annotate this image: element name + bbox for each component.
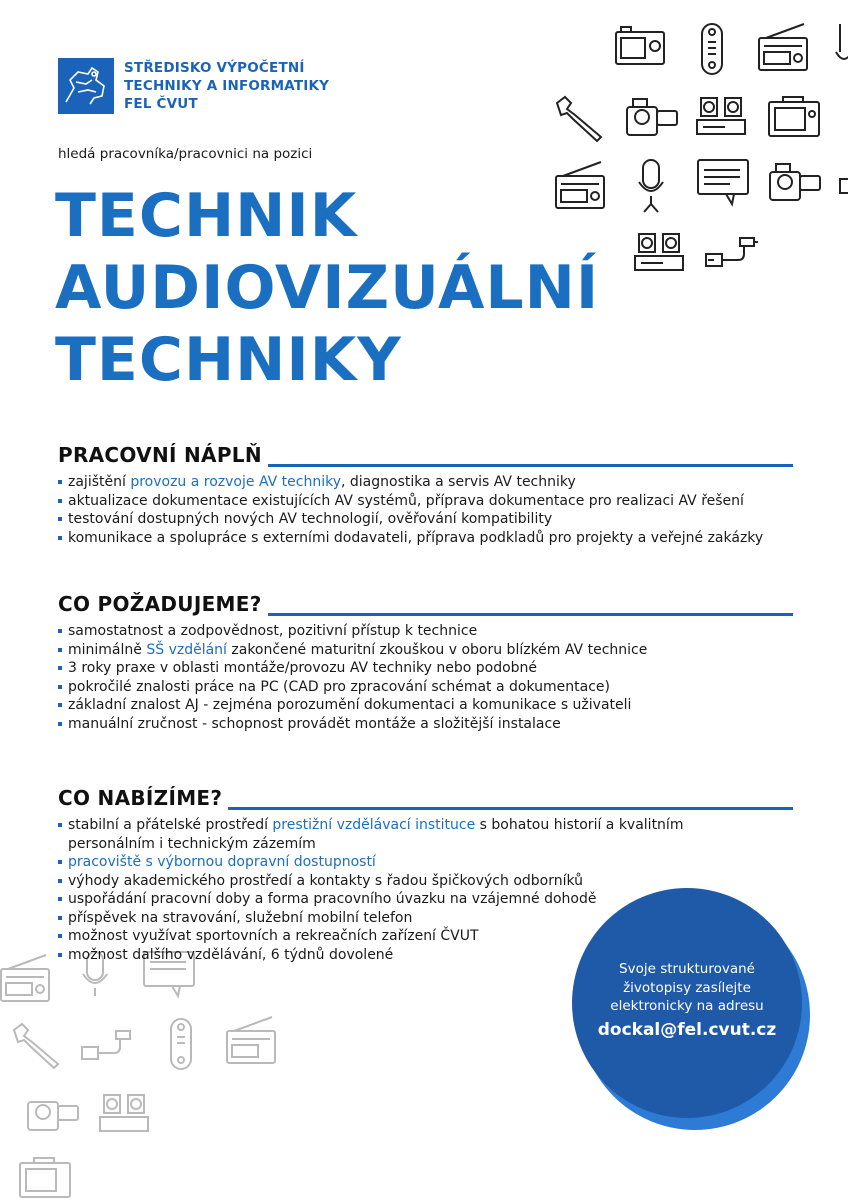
usb-cable-icon xyxy=(704,234,760,274)
item-text: samostatnost a zodpovědnost, pozitivní přístup k technice xyxy=(68,623,478,639)
section-heading: CO NABÍZÍME? xyxy=(58,786,223,810)
tv-icon xyxy=(767,96,821,138)
item-text: příspěvek na stravování, služební mobilní telefon xyxy=(68,909,413,926)
contact-circle xyxy=(572,888,802,1118)
list-item xyxy=(58,473,793,492)
item-text: stabilní a přátelské prostředí xyxy=(68,817,273,833)
speaker-system-icon xyxy=(838,165,848,205)
list-item xyxy=(58,641,793,660)
org-name-line: STŘEDISKO VÝPOČETNÍ xyxy=(124,60,305,76)
item-highlight: SŠ vzdělání xyxy=(146,641,227,658)
job-title-line: TECHNIKY xyxy=(55,325,402,395)
item-text: komunikace a spolupráce s externími dodavateli, příprava podkladů pro projekty a veřejné zakázky xyxy=(68,529,764,546)
item-text: , diagnostika a servis AV techniky xyxy=(340,474,576,490)
section-heading: PRACOVNÍ NÁPLŇ xyxy=(58,443,262,467)
divider xyxy=(268,613,793,616)
tv-icon xyxy=(18,1157,72,1199)
radio-icon xyxy=(224,1015,278,1067)
radio-icon xyxy=(0,953,52,1005)
cvut-logo xyxy=(58,58,114,114)
radio-icon xyxy=(553,160,607,212)
chat-icon xyxy=(696,158,750,208)
decorative-icons xyxy=(0,945,290,1200)
camcorder-icon xyxy=(625,95,679,141)
section-heading: CO POŽADUJEME? xyxy=(58,592,262,616)
item-highlight: pracoviště s výbornou dopravní dostupností xyxy=(68,854,376,870)
speaker-system-icon xyxy=(98,1093,152,1135)
list-item xyxy=(58,715,793,734)
item-text: základní znalost AJ - zejména porozumění dokumentaci a komunikace s uživateli xyxy=(68,697,632,713)
radio-icon xyxy=(756,22,810,74)
item-text: manuální zručnost - schopnost provádět montáže a složitější instalace xyxy=(68,715,561,732)
divider xyxy=(228,807,793,810)
list-item xyxy=(58,853,793,872)
item-text: zakončené maturitní zkouškou v oboru blízkém AV technice xyxy=(226,641,648,658)
item-text: s bohatou historií a kvalitním personálním i technickým zázemím xyxy=(68,817,684,852)
item-text: možnost dalšího vzdělávání, 6 týdnů dovolené xyxy=(68,946,394,963)
remote-icon xyxy=(168,1017,194,1071)
contact-line: životopisy zasílejte xyxy=(623,979,751,996)
divider xyxy=(268,464,793,467)
section-job-duties xyxy=(58,441,793,547)
list-item xyxy=(58,696,793,715)
item-text: 3 roky praxe v oblasti montáže/provozu AV techniky nebo podobné xyxy=(68,660,538,676)
job-title-line: AUDIOVIZUÁLNÍ xyxy=(55,253,600,323)
item-text: uspořádání pracovní doby a forma pracovního úvazku na vzájemné dohodě xyxy=(68,891,597,907)
item-text: zajištění xyxy=(68,474,131,490)
remote-icon xyxy=(699,22,725,76)
microphone-icon xyxy=(636,158,666,214)
item-highlight: provozu a rozvoje AV techniky xyxy=(130,474,341,490)
list-item xyxy=(58,510,793,529)
camcorder-icon xyxy=(768,160,822,206)
section-requirements xyxy=(58,590,793,733)
speaker-system-icon xyxy=(695,96,749,138)
org-name-line: TECHNIKY A INFORMATIKY xyxy=(124,78,330,94)
item-text: výhody akademického prostředí a kontakty s řadou špičkových odborníků xyxy=(68,872,584,889)
list-item xyxy=(58,659,793,678)
contact-text xyxy=(572,960,802,1016)
contact-line: Svoje strukturované xyxy=(619,961,755,977)
subtitle: hledá pracovníka/pracovnici na pozici xyxy=(58,146,313,162)
list-item xyxy=(58,492,793,511)
item-text: aktualizace dokumentace existujících AV systémů, příprava dokumentace pro realizaci AV řešení xyxy=(68,492,744,509)
item-text: testování dostupných nových AV technologií, ověřování kompatibility xyxy=(68,511,553,527)
item-text: pokročilé znalosti práce na PC (CAD pro zpracování schémat a dokumentace) xyxy=(68,678,610,695)
job-title-line: TECHNIK xyxy=(55,181,358,251)
item-text: minimálně xyxy=(68,641,147,658)
item-text: možnost využívat sportovních a rekreačních zařízení ČVUT xyxy=(68,928,479,944)
contact-email[interactable]: dockal@fel.cvut.cz xyxy=(597,1020,777,1040)
wrench-icon xyxy=(10,1020,64,1070)
list-item xyxy=(58,529,793,548)
camcorder-icon xyxy=(26,1090,80,1136)
usb-cable-icon xyxy=(80,1027,136,1067)
wrench-icon xyxy=(553,93,607,143)
projector-icon xyxy=(613,24,667,70)
microphone-icon xyxy=(834,22,848,76)
contact-line: elektronicky na adresu xyxy=(610,998,764,1014)
list-item xyxy=(58,816,768,853)
list-item xyxy=(58,622,793,641)
job-title xyxy=(55,180,599,396)
org-name-line: FEL ČVUT xyxy=(124,96,198,112)
item-highlight: prestižní vzdělávací instituce xyxy=(272,817,476,833)
list-item xyxy=(58,678,793,697)
speaker-system-icon xyxy=(633,232,687,274)
org-name xyxy=(124,59,329,113)
